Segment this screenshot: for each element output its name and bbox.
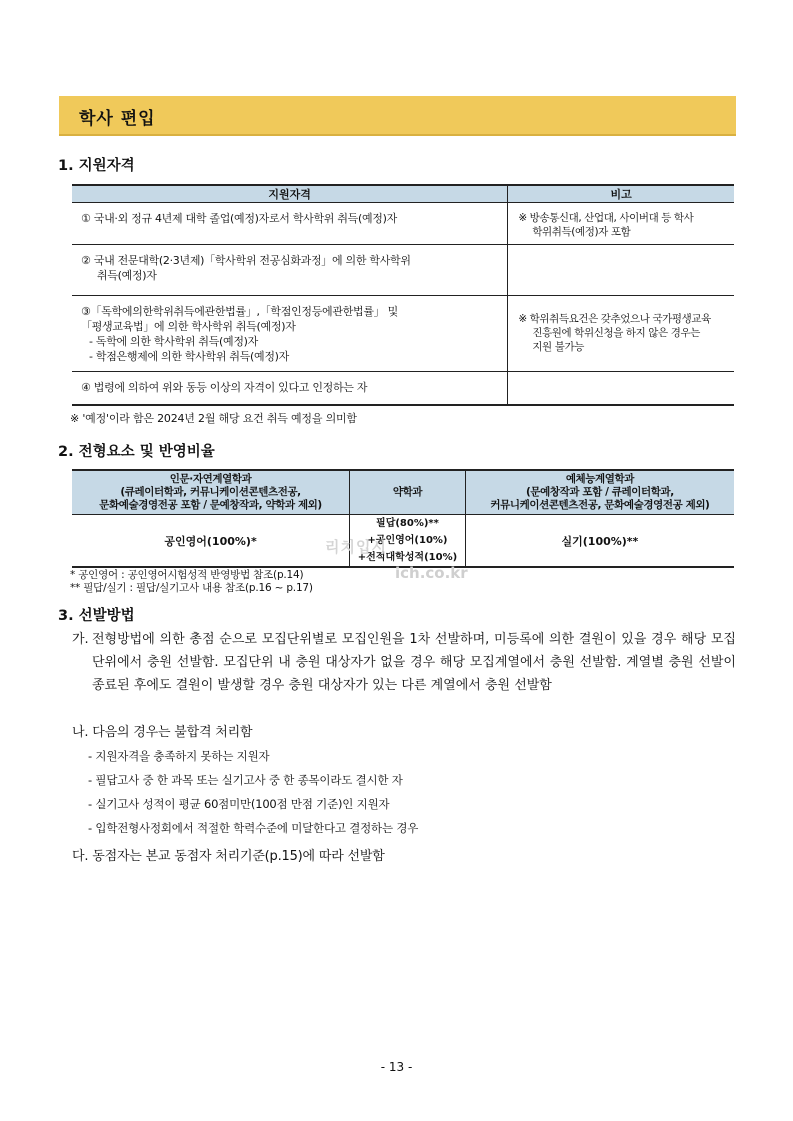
section2-heading: 2. 전형요소 및 반영비율 xyxy=(58,444,215,460)
label-ga: 가. xyxy=(72,632,89,647)
header-arts-sports: 예체능계열학과 (문예창작과 포함 / 큐레이터학과, 커뮤니케이션콘텐츠전공, 문화예술경영전공 제외) xyxy=(465,470,734,515)
col-header-eligibility: 지원자격 xyxy=(72,185,508,203)
ratio-note-2: ** 필답/실기 : 필답/실기고사 내용 참조(p.16 ~ p.17) xyxy=(70,582,313,594)
col-header-remarks: 비고 xyxy=(508,185,734,203)
selection-method-na: 나. 다음의 경우는 불합격 처리함 xyxy=(72,725,253,740)
section1-heading: 1. 지원자격 xyxy=(58,158,135,174)
value-pharmacy: 필답(80%)** +공인영어(10%) +전적대학성적(10%) xyxy=(350,515,466,568)
eligibility-row-4: ④ 법령에 의하여 위와 동등 이상의 자격이 있다고 인정하는 자 xyxy=(72,372,508,405)
page-title: 학사 편입 xyxy=(79,109,156,129)
label-na: 나. xyxy=(72,725,89,740)
header-humanities-science: 인문·자연계열학과 (큐레이터학과, 커뮤니케이션콘텐츠전공, 문화예술경영전공 포함 / 문예창작과, 약학과 제외) xyxy=(72,470,350,515)
eligibility-row-2: ② 국내 전문대학(2·3년제)「학사학위 전공심화과정」에 의한 학사학위 취득(예정)자 xyxy=(72,245,508,296)
remark-row-3: ※ 학위취득요건은 갖추었으나 국가평생교육 진흥원에 학위신청을 하지 않은 경우는 지원 불가능 xyxy=(508,296,734,372)
section-title-banner xyxy=(59,96,736,136)
eligibility-table xyxy=(72,184,734,406)
watermark-text: 리치입시 xyxy=(325,538,387,556)
eligibility-row-1: ① 국내·외 정규 4년제 대학 졸업(예정)자로서 학사학위 취득(예정)자 xyxy=(72,203,508,245)
remark-row-2 xyxy=(508,245,734,296)
value-arts-sports: 실기(100%)** xyxy=(465,515,734,568)
selection-ratio-table xyxy=(72,469,734,568)
eligibility-row-3: ③「독학에의한학위취득에관한법률」,「학점인정등에관한법률」 및 「평생교육법」에 의한 학사학위 취득(예정)자 - 독학에 의한 학사학위 취득(예정)자 - 학점은행제에 의한 학사학위 취득(예정)자 xyxy=(72,296,508,372)
disqualification-item: - 지원자격을 충족하지 못하는 지원자 xyxy=(88,749,270,763)
remark-row-4 xyxy=(508,372,734,405)
disqualification-item: - 입학전형사정회에서 적절한 학력수준에 미달한다고 결정하는 경우 xyxy=(88,821,419,835)
selection-method-da: 다. 동점자는 본교 동점자 처리기준(p.15)에 따라 선발함 xyxy=(72,849,385,864)
page-number: - 13 - xyxy=(380,1060,413,1074)
disqualification-item: - 필답고사 중 한 과목 또는 실기고사 중 한 종목이라도 결시한 자 xyxy=(88,773,403,787)
ratio-note-1: * 공인영어 : 공인영어시험성적 반영방법 참조(p.14) xyxy=(70,569,304,581)
eligibility-remark: ※ '예정'이라 함은 2024년 2월 해당 요건 취득 예정을 의미함 xyxy=(70,412,357,425)
value-humanities-science: 공인영어(100%)* xyxy=(72,515,350,568)
disqualification-item: - 실기고사 성적이 평균 60점미만(100점 만점 기준)인 지원자 xyxy=(88,797,390,811)
remark-row-1: ※ 방송통신대, 산업대, 사이버대 등 학사 학위취득(예정)자 포함 xyxy=(508,203,734,245)
watermark-url: ich.co.kr xyxy=(395,564,468,582)
label-da: 다. xyxy=(72,849,89,864)
section3-heading: 3. 선발방법 xyxy=(58,608,135,624)
selection-method-ga: 가. 전형방법에 의한 총점 순으로 모집단위별로 모집인원을 1차 선발하며, 미등록에 의한 결원이 있을 경우 해당 모집단위에서 충원 선발함. 모집단위 내 충원 대상자가 없을 경우 해당 모집계열에서 충원 선발함. 계열별 충원 선발이 종료된 후에도 결원이 발생할 경우 충원 대상자가 있는 다른 계열에서 충원 선발함 xyxy=(72,628,736,697)
header-pharmacy: 약학과 xyxy=(350,470,466,515)
